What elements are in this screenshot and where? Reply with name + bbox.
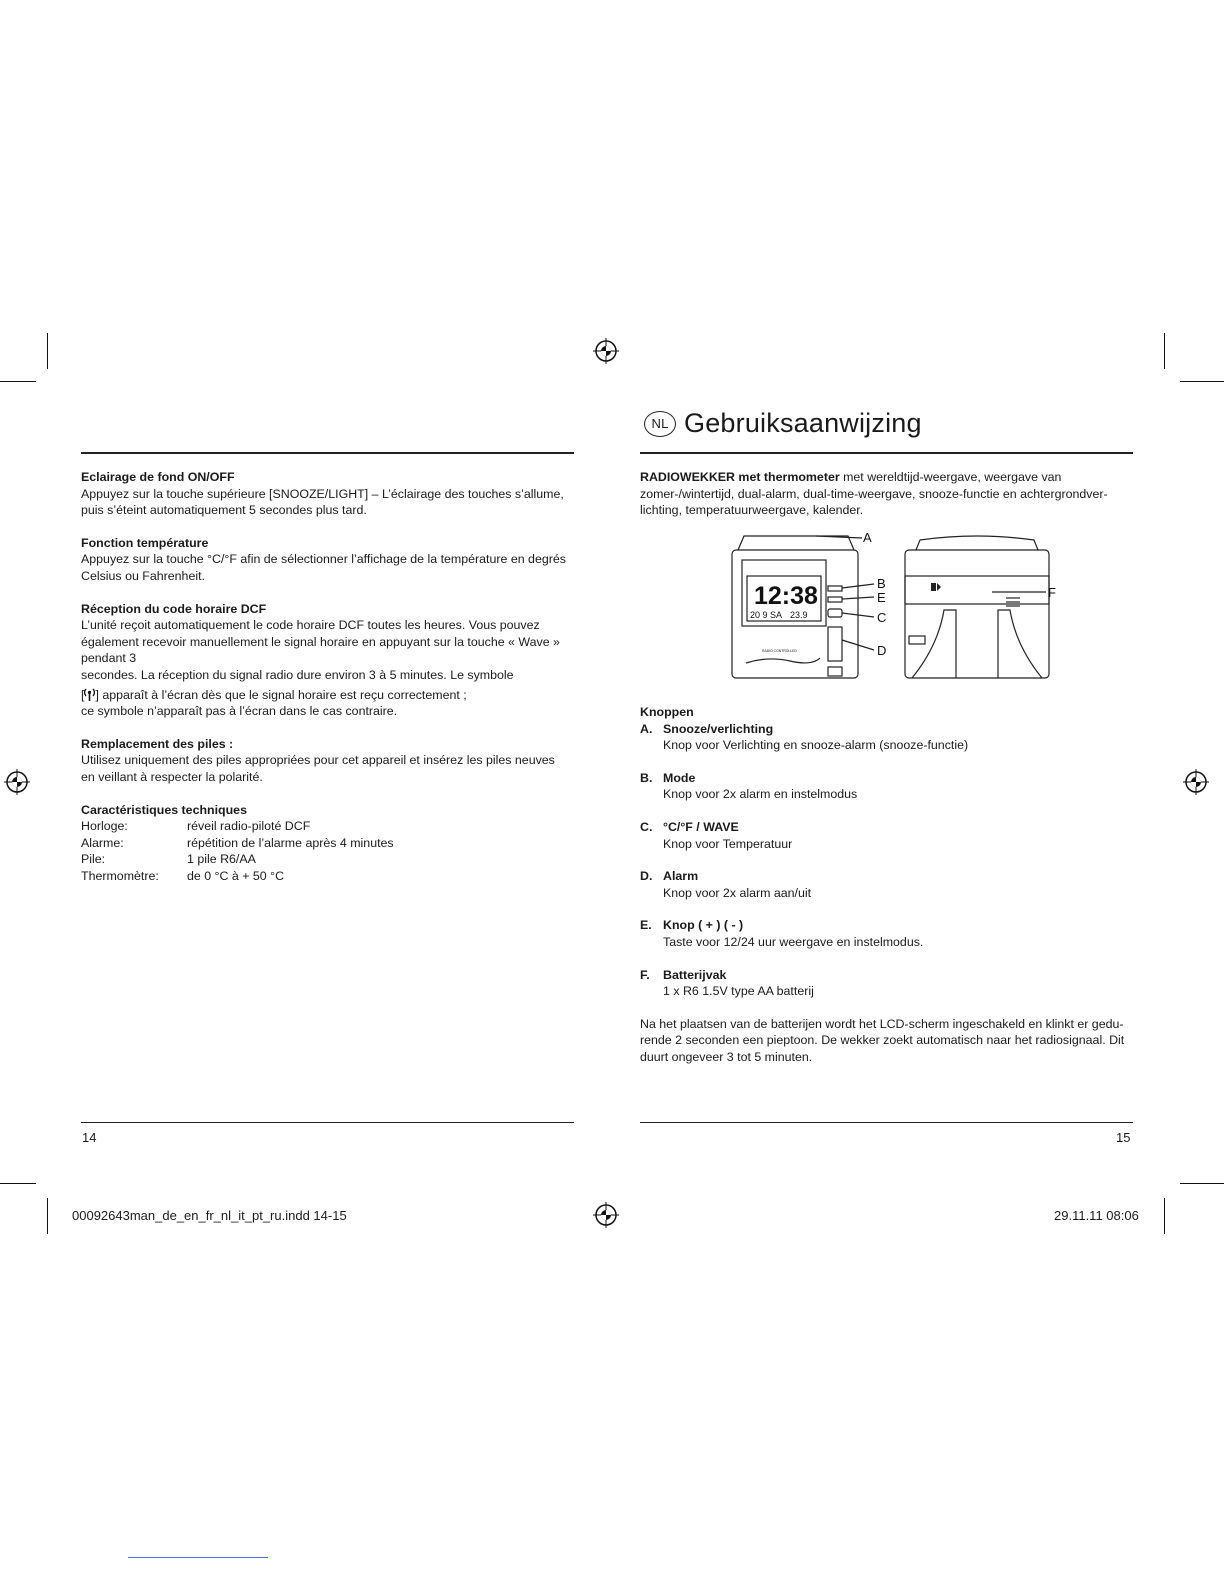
knop-desc: Knop voor 2x alarm aan/uit: [663, 885, 812, 900]
knop-title: Alarm: [663, 869, 699, 884]
spec-row: [81, 835, 581, 852]
wave-button: [828, 609, 842, 617]
body-line: duurt ongeveer 3 tot 5 minuten.: [640, 1049, 813, 1064]
body-line: Utilisez uniquement des piles appropriées pour cet appareil et insérez les piles neuves: [81, 753, 555, 768]
section-heading: Knoppen: [640, 705, 694, 719]
spec-row: [81, 868, 581, 885]
small-slot: [828, 667, 842, 676]
side-top: [916, 536, 1038, 550]
body-line: en veillant à respecter la polarité.: [81, 769, 263, 784]
top-rule-right: [640, 452, 1133, 454]
body-line: Na het plaatsen van de batterijen wordt het LCD-scherm ingeschakeld en klinkt er gedu-: [640, 1016, 1124, 1031]
lcd-time: 12:38: [754, 582, 818, 610]
knop-item: [640, 819, 1140, 852]
intro-bold: RADIOWEKKER met thermometer: [640, 470, 840, 484]
knop-letter: D.: [640, 869, 653, 884]
spec-value: répétition de l’alarme après 4 minutes: [187, 835, 394, 850]
battery-compartment: [905, 576, 1049, 604]
knop-desc: Knop voor 2x alarm en instelmodus: [663, 787, 858, 802]
intro-rest: met wereldtijd-weergave, weergave van: [839, 470, 1062, 484]
body-line: ce symbole n’apparaît pas à l’écran dans le cas contraire.: [81, 704, 398, 719]
decorative-wave: [746, 658, 820, 663]
section-heading: Caractéristiques techniques: [81, 802, 247, 817]
knop-desc: Knop voor Verlichting en snooze-alarm (snooze-functie): [663, 738, 969, 753]
page-number-left: 14: [82, 1130, 97, 1145]
body-line-with-icon: [81, 687, 581, 704]
knop-letter: C.: [640, 819, 653, 834]
brand-text: RADIO CONTROLLED: [762, 649, 797, 653]
spec-label: Thermomètre:: [81, 868, 159, 883]
label-e: E: [877, 590, 886, 605]
knop-title: Mode: [663, 770, 696, 785]
knop-item: [640, 770, 1140, 803]
lcd-temp: 23.9: [790, 610, 808, 620]
registration-mark-icon: [1182, 768, 1210, 796]
registration-mark-icon: [592, 1201, 620, 1229]
left-page-content: [81, 469, 581, 884]
section-specs: [81, 802, 581, 885]
body-line: Celsius ou Fahrenheit.: [81, 568, 205, 583]
body-line: zomer-/wintertijd, dual-alarm, dual-time-weergave, snooze-functie en achtergrondver-: [640, 486, 1108, 501]
spec-value: réveil radio-piloté DCF: [187, 819, 311, 834]
alarm-button: [828, 627, 842, 661]
knop-title: Knop ( + ) ( - ): [663, 918, 744, 933]
knop-title: Batterijvak: [663, 967, 727, 982]
body-line: également recevoir manuellement le signal horaire en appuyant sur la touche « Wave »: [81, 634, 560, 649]
knop-letter: B.: [640, 770, 653, 785]
section-backlight: [81, 469, 581, 519]
knop-item: [640, 967, 1140, 1000]
section-temperature: [81, 535, 581, 585]
body-line: secondes. La réception du signal radio dure environ 3 à 5 minutes. Le symbole: [81, 667, 514, 682]
knop-title: Snooze/verlichting: [663, 721, 774, 736]
spec-row: [81, 851, 581, 868]
side-leg-right: [998, 610, 1042, 678]
spec-value: 1 pile R6/AA: [187, 852, 256, 867]
section-heading: Remplacement des piles :: [81, 736, 234, 751]
crop-mark: [0, 381, 36, 382]
knop-desc: Taste voor 12/24 uur weergave en instelmodus.: [663, 934, 924, 949]
body-line: Appuyez sur la touche °C/°F afin de sélectionner l’affichage de la température en degrés: [81, 552, 566, 567]
knop-letter: E.: [640, 918, 652, 933]
top-rule-left: [81, 452, 574, 454]
clock-diagram: [724, 528, 1064, 684]
body-line: Appuyez sur la touche supérieure [SNOOZE/LIGHT] – L’éclairage des touches s’allume,: [81, 486, 564, 501]
body-line: pendant 3: [81, 651, 137, 666]
registration-mark-icon: [3, 768, 31, 796]
crop-mark: [47, 1198, 48, 1234]
body-line: L’unité reçoit automatiquement le code horaire DCF toutes les heures. Vous pouvez: [81, 618, 540, 633]
bottom-rule-left: [81, 1122, 574, 1123]
body-line: ] apparaît à l’écran dès que le signal horaire est reçu correctement ;: [95, 687, 467, 702]
slug-filename: 00092643man_de_en_fr_nl_it_pt_ru.indd 14-15: [72, 1208, 347, 1223]
body-line: rende 2 seconden een pieptoon. De wekker zoekt automatisch naar het radiosignaal. Dit: [640, 1033, 1125, 1048]
label-d: D: [877, 643, 887, 658]
knop-title: °C/°F / WAVE: [663, 819, 739, 834]
body-line: lichting, temperatuurweergave, kalender.: [640, 503, 864, 518]
crop-mark: [1164, 333, 1165, 369]
body-line: puis s’éteint automatiquement 5 secondes plus tard.: [81, 503, 367, 518]
section-heading: Fonction température: [81, 535, 209, 550]
language-badge: NL: [644, 411, 676, 437]
section-dcf: [81, 601, 581, 720]
knop-item: [640, 868, 1140, 901]
spec-row: [81, 818, 581, 835]
section-heading: Réception du code horaire DCF: [81, 601, 267, 616]
intro-paragraph: [640, 469, 1140, 519]
clock-side-body: [905, 550, 1049, 678]
knoppen-section: [640, 704, 1140, 1066]
spec-label: Horloge:: [81, 819, 128, 834]
side-slot: [909, 636, 925, 644]
knop-desc: Knop voor Temperatuur: [663, 836, 793, 851]
spec-label: Pile:: [81, 852, 106, 867]
slug-date: 29.11.11 08:06: [1054, 1208, 1139, 1223]
knop-desc: 1 x R6 1.5V type AA batterij: [663, 984, 814, 999]
spec-label: Alarme:: [81, 835, 124, 850]
bracket-open: [: [81, 687, 85, 702]
crop-mark: [1180, 381, 1224, 382]
snooze-bar-top: [738, 536, 854, 550]
knop-item: [640, 721, 1140, 754]
lcd-date: 20 9 SA: [750, 610, 783, 620]
link-underline: [128, 1557, 268, 1558]
mode-button: [828, 586, 842, 591]
crop-mark: [1164, 1198, 1165, 1234]
knop-letter: F.: [640, 967, 650, 982]
registration-mark-icon: [592, 337, 620, 365]
label-c: C: [877, 610, 887, 625]
knop-letter: A.: [640, 721, 653, 736]
plus-minus-button: [828, 597, 842, 602]
spec-value: de 0 °C à + 50 °C: [187, 868, 285, 883]
crop-mark: [0, 1183, 36, 1184]
crop-mark: [1180, 1183, 1224, 1184]
crop-mark: [47, 333, 48, 369]
section-heading: Eclairage de fond ON/OFF: [81, 470, 235, 484]
closing-paragraph: [640, 1016, 1140, 1066]
page-title: [644, 408, 922, 439]
page-number-right: 15: [1116, 1130, 1131, 1145]
radio-tower-icon: [84, 688, 95, 701]
section-batteries: [81, 736, 581, 786]
label-b: B: [877, 576, 886, 591]
title-text: Gebruiksaanwijzing: [684, 408, 922, 438]
label-f: F: [1048, 585, 1056, 600]
knop-item: [640, 917, 1140, 950]
bottom-rule-right: [640, 1122, 1133, 1123]
label-a: A: [863, 530, 872, 545]
